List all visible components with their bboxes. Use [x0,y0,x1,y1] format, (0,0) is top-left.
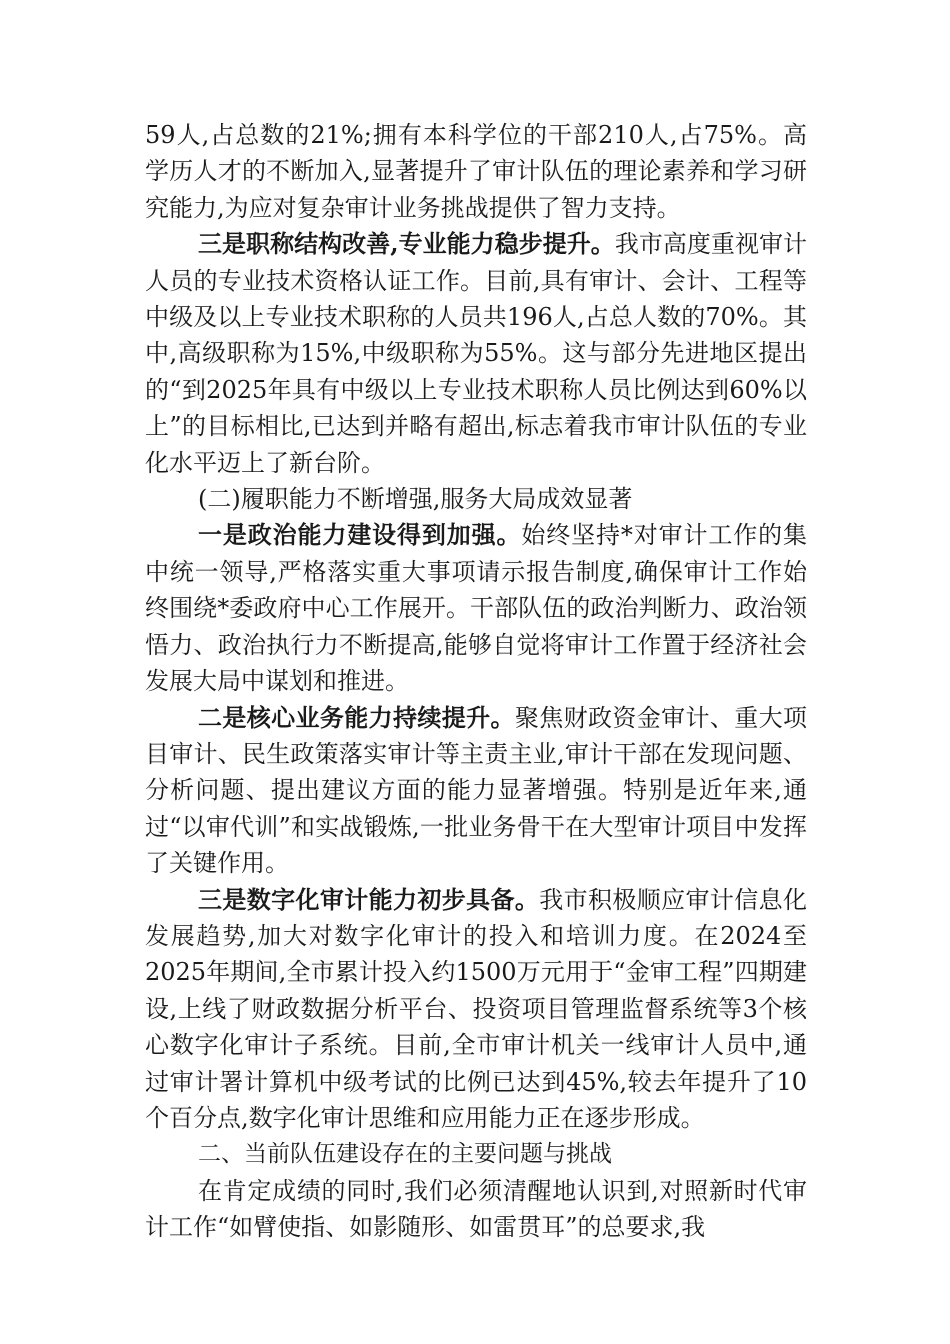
paragraph-lead: 二是核心业务能力持续提升。 [198,702,515,732]
document-body [145,117,807,1246]
paragraph-text: 我市积极顺应审计信息化发展趋势,加大对数字化审计的投入和培训力度。在2024至2025年期间,全市累计投入约1500万元用于“金审工程”四期建设,上线了财政数据分析平台、投资项目管理监督系统等3个核心数字化审计子系统。目前,全市审计机关一线审计人员中,通过审计署计算机中级考试的比例已达到45%,较去年提升了10个百分点,数字化审计思维和应用能力正在逐步形成。 [145,885,807,1132]
section-heading: 二、当前队伍建设存在的主要问题与挑战 [198,1141,612,1168]
paragraph-title-structure [145,226,807,481]
paragraph-education [145,117,807,226]
paragraph-core-business [145,700,807,882]
paragraph-text: 始终坚持*对审计工作的集中统一领导,严格落实重大事项请示报告制度,确保审计工作始终围绕*委政府中心工作展开。干部队伍的政治判断力、政治领悟力、政治执行力不断提高,能够自觉将审计工作置于经济社会发展大局中谋划和推进。 [145,521,807,696]
paragraph-political-ability [145,517,807,699]
paragraph-challenges [145,1173,807,1246]
paragraph-text: 我市高度重视审计人员的专业技术资格认证工作。目前,具有审计、会计、工程等中级及以上专业技术职称的人员共196人,占总人数的70%。其中,高级职称为15%,中级职称为55%。这与部分先进地区提出的“到2025年具有中级以上专业技术职称人员比例达到60%以上”的目标相比,已达到并略有超出,标志着我市审计队伍的专业化水平迈上了新台阶。 [145,230,808,477]
paragraph-text: 聚焦财政资金审计、重大项目审计、民生政策落实审计等主责主业,审计干部在发现问题、分析问题、提出建议方面的能力显著增强。特别是近年来,通过“以审代训”和实战锻炼,一批业务骨干在大型审计项目中发挥了关键作用。 [145,703,807,878]
paragraph-lead: 三是数字化审计能力初步具备。 [198,884,540,914]
paragraph-digital-audit [145,882,807,1137]
paragraph-text: 59人,占总数的21%;拥有本科学位的干部210人,占75%。高学历人才的不断加入,显著提升了审计队伍的理论素养和学习研究能力,为应对复杂审计业务挑战提供了智力支持。 [145,121,807,222]
paragraph-lead: 一是政治能力建设得到加强。 [198,520,522,550]
paragraph-text: 在肯定成绩的同时,我们必须清醒地认识到,对照新时代审计工作“如臂使指、如影随形、如雷贯耳”的总要求,我 [145,1176,807,1242]
subsection-heading: (二)履职能力不断增强,服务大局成效显著 [198,485,633,514]
paragraph-lead: 三是职称结构改善,专业能力稳步提升。 [198,229,615,259]
